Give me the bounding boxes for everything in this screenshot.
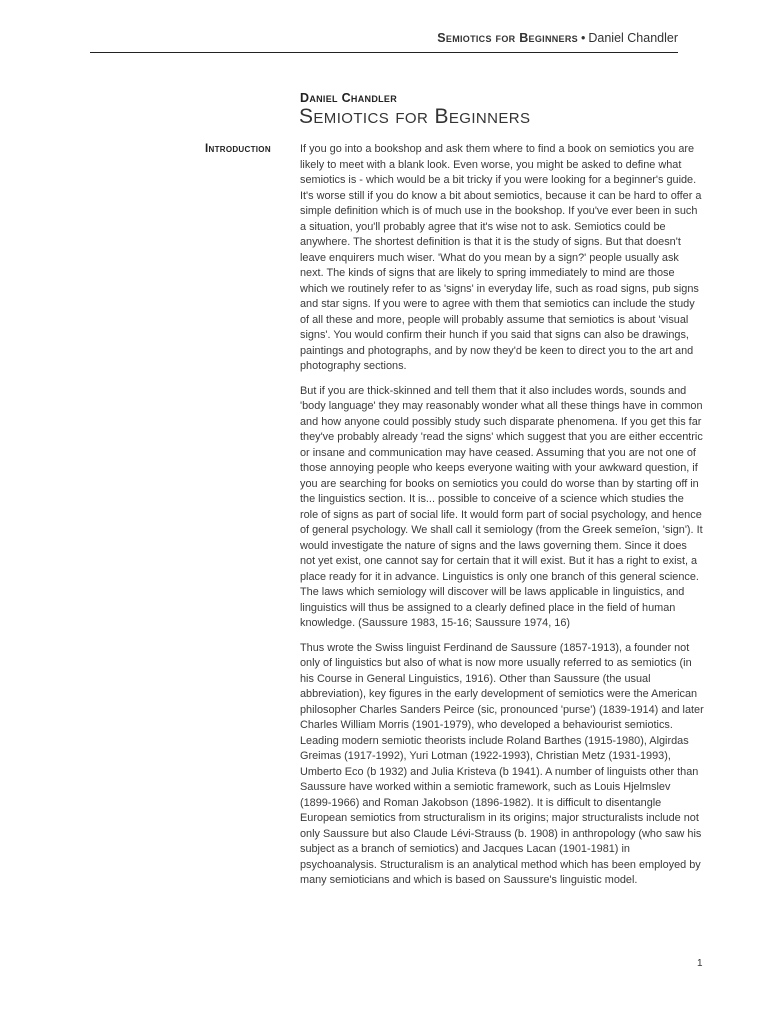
page-number: 1 [697, 958, 703, 969]
paragraph: Thus wrote the Swiss linguist Ferdinand de Saussure (1857-1913), a founder not only of linguistics but also of what is now more usually referred to as semiotics (in his Course in General Linguistics, 1916). Other than Saussure (the usual abbreviation), key figures in the early development of semiotics were the American philosopher Charles Sanders Peirce (sic, pronounced 'purse') (1839-1914) and later Charles William Morris (1901-1979), who developed a behaviourist semiotics. Leading modern semiotic theorists include Roland Barthes (1915-1980), Algirdas Greimas (1917-1992), Yuri Lotman (1922-1993), Christian Metz (1931-1993), Umberto Eco (b 1932) and Julia Kristeva (b 1941). A number of linguists other than Saussure have worked within a semiotic framework, such as Louis Hjelmslev (1899-1966) and Roman Jakobson (1896-1982). It is difficult to disentangle European semiotics from structuralism in its origins; major structuralists include not only Saussure but also Claude Lévi-Strauss (b. 1908) in anthropology (who saw his subject as a branch of semiotics) and Jacques Lacan (1901-1981) in psychoanalysis. Structuralism is an analytical method which has been employed by many semioticians and which is based on Saussure's linguistic model. [300, 641, 704, 886]
header-divider [90, 52, 678, 53]
running-header-title: Semiotics for Beginners [437, 31, 578, 45]
author-heading: Daniel Chandler [300, 91, 398, 105]
body-text [300, 142, 704, 898]
book-title: Semiotics for Beginners [299, 105, 531, 128]
running-header-separator: • [580, 31, 586, 45]
section-label: Introduction [205, 143, 271, 155]
running-header [437, 31, 678, 45]
running-header-author: Daniel Chandler [588, 31, 678, 45]
paragraph: If you go into a bookshop and ask them where to find a book on semiotics you are likely to meet with a blank look. Even worse, you might be asked to define what semiotics is - which would be a bit tricky if you were looking for a beginner's guide. It's worse still if you do know a bit about semiotics, because it can be hard to offer a simple definition which is of much use in the bookshop. If you've ever been in such a situation, you'll probably agree that it's wise not to ask. Semiotics could be anywhere. The shortest definition is that it is the study of signs. But that doesn't leave enquirers much wiser. 'What do you mean by a sign?' people usually ask next. The kinds of signs that are likely to spring immediately to mind are those which we routinely refer to as 'signs' in everyday life, such as road signs, pub signs and star signs. If you were to agree with them that semiotics can include the study of all these and more, people will probably assume that semiotics is about 'visual signs'. You would confirm their hunch if you said that signs can also be drawings, paintings and photographs, and by now they'd be keen to direct you to the art and photography sections. [300, 143, 702, 372]
paragraph: But if you are thick-skinned and tell them that it also includes words, sounds and 'body language' they may reasonably wonder what all these things have in common and how anyone could possibly study such disparate phenomena. If you get this far they've probably already 'read the signs' which suggest that you are either eccentric or insane and communication may have ceased. Assuming that you are not one of those annoying people who keeps everyone waiting with your awkward question, if you are searching for books on semiotics you could do worse than by starting off in the linguistics section. It is... possible to conceive of a science which studies the role of signs as part of social life. It would form part of social psychology, and hence of general psychology. We shall call it semiology (from the Greek semeîon, 'sign'). It would investigate the nature of signs and the laws governing them. Since it does not yet exist, one cannot say for certain that it will exist. But it has a right to exist, a place ready for it in advance. Linguistics is only one branch of this general science. The laws which semiology will discover will be laws applicable in linguistics, and linguistics will thus be assigned to a clearly defined place in the field of human knowledge. (Saussure 1983, 15-16; Saussure 1974, 16) [300, 384, 703, 629]
